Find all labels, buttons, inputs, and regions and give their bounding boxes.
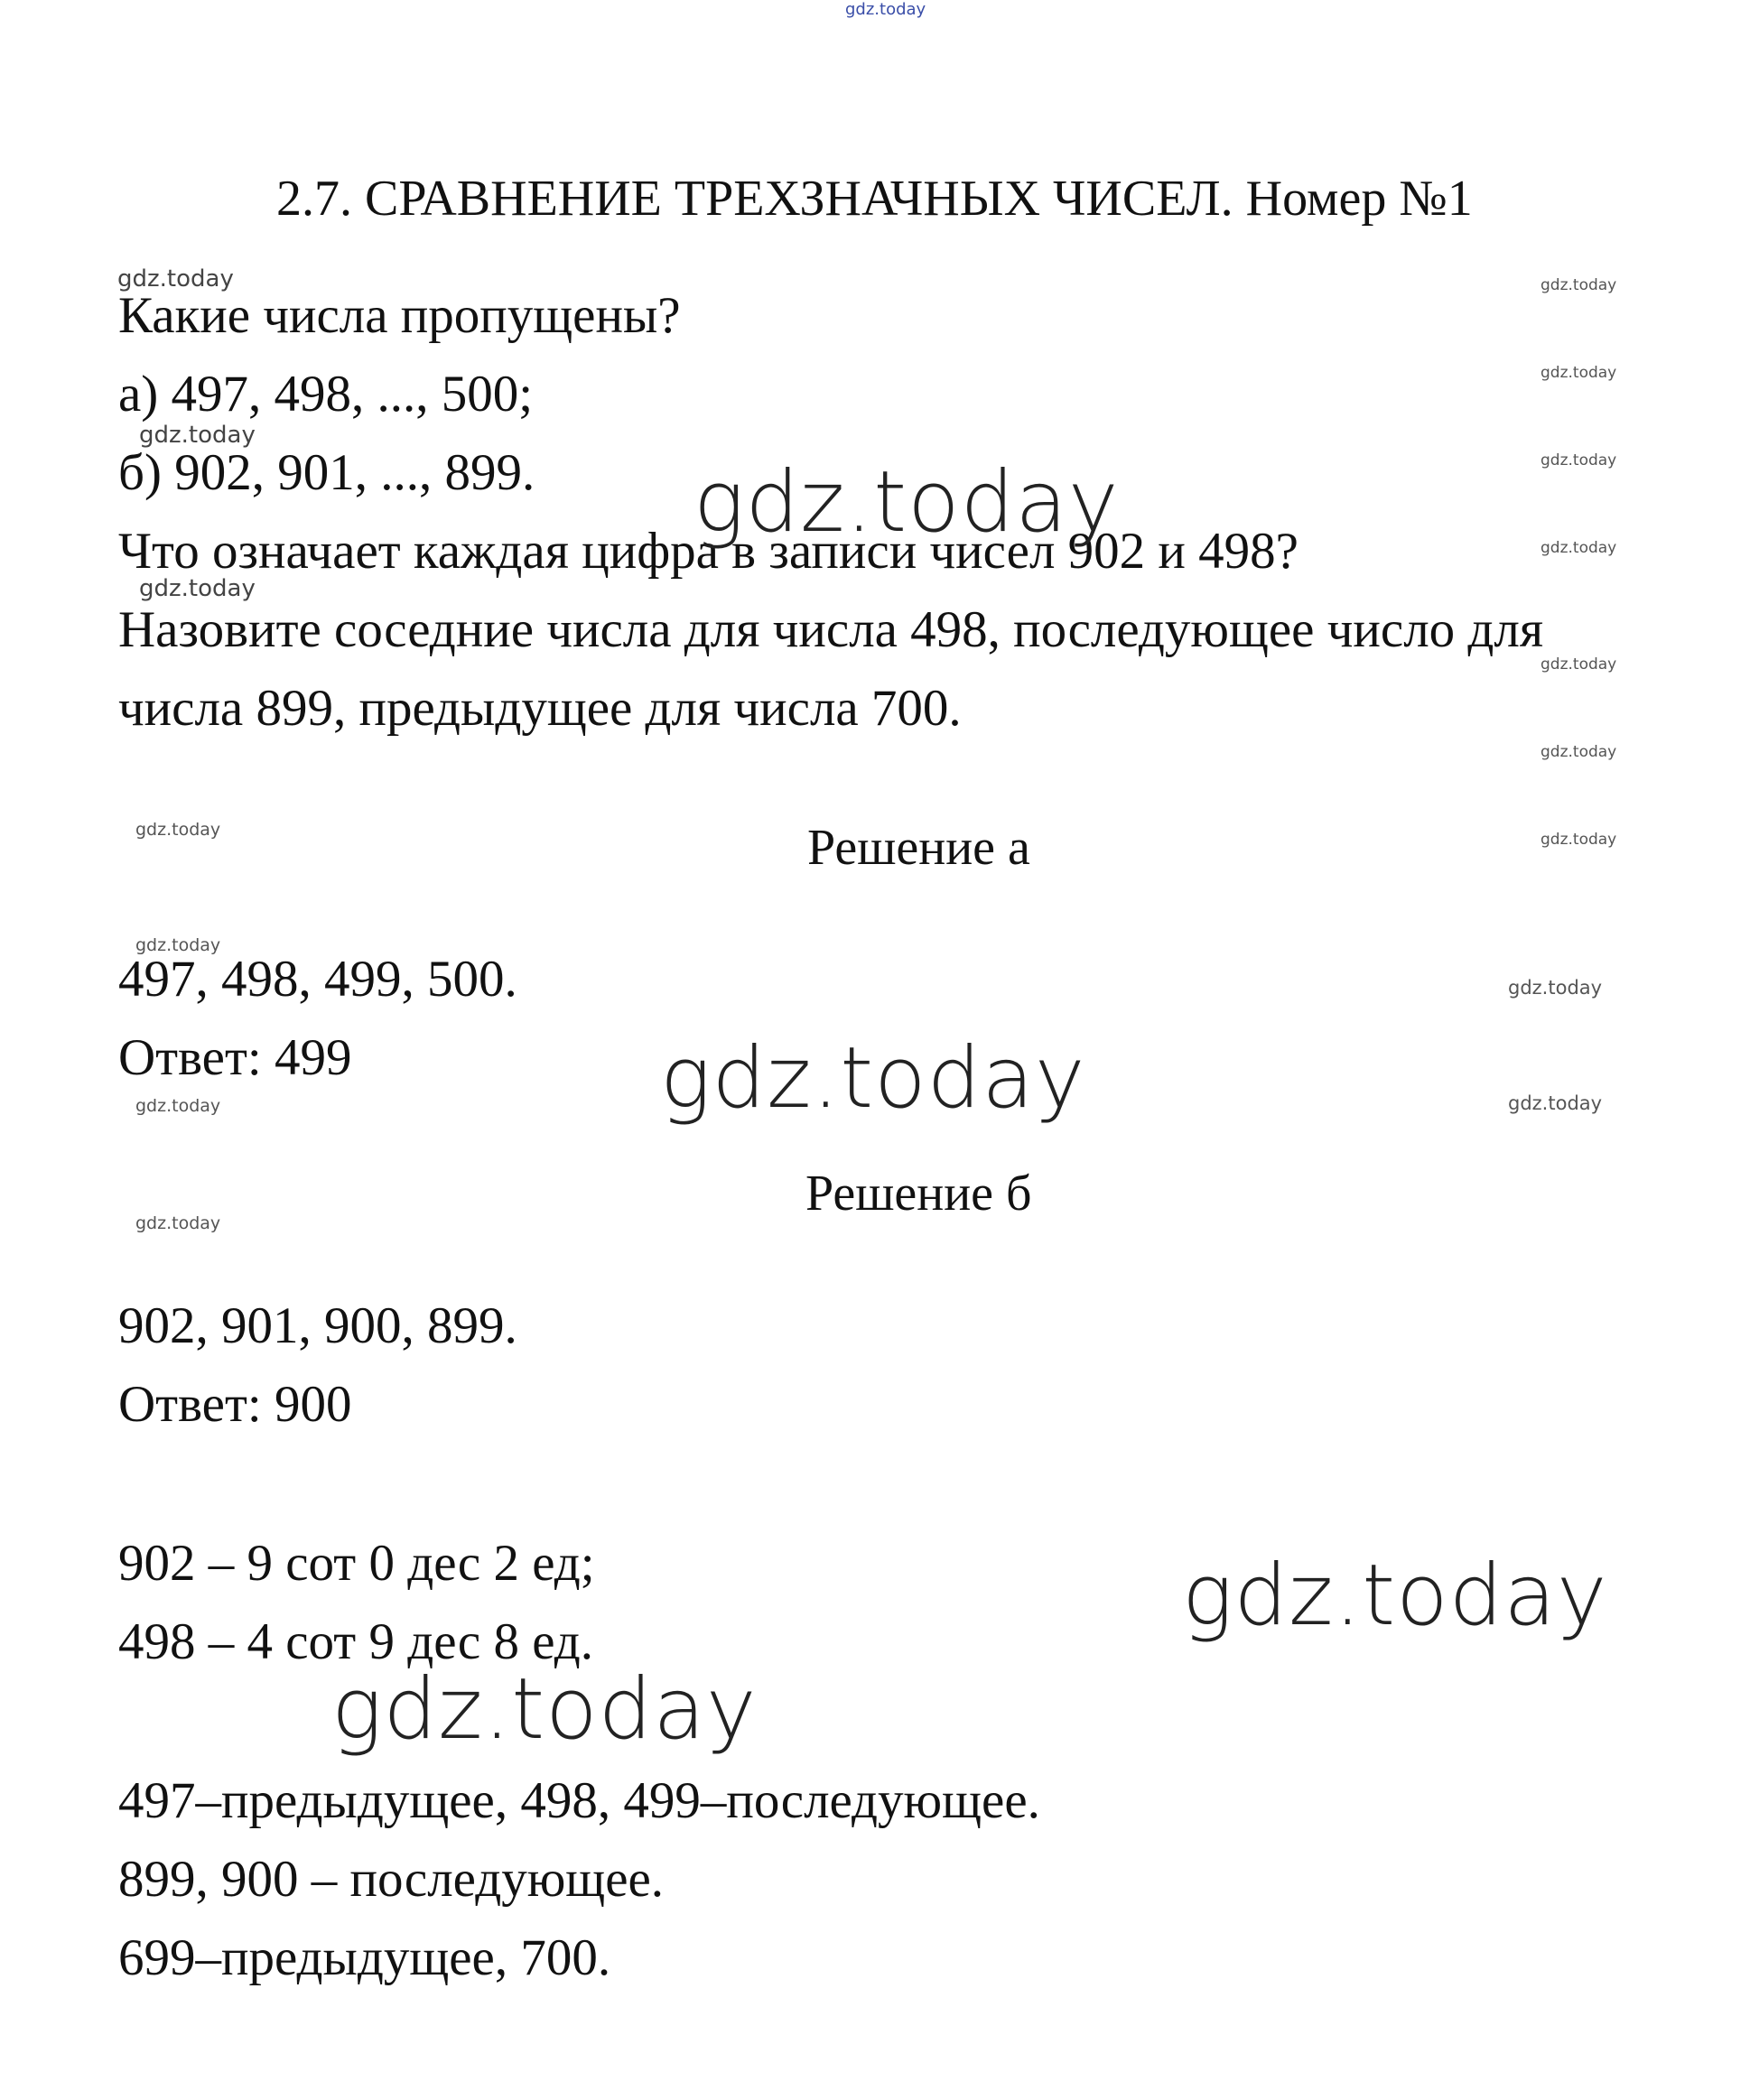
solution-b-answer: Ответ: 900 [118, 1376, 352, 1433]
watermark-right-7: gdz.today [1541, 831, 1617, 849]
watermark-left-5: gdz.today [135, 935, 221, 955]
task-neighbors-line1: Назовите соседние числа для числа 498, последующее число для [118, 601, 1544, 658]
watermark-right-4: gdz.today [1541, 539, 1617, 557]
task-digits-question: Что означает каждая цифра в записи чисел 902 и 498? [118, 523, 1299, 580]
watermark-right-3: gdz.today [1541, 451, 1617, 469]
watermark-right-1: gdz.today [1541, 276, 1617, 294]
neighbors-line-700: 699–предыдущее, 700. [118, 1929, 611, 1986]
watermark-left-7: gdz.today [135, 1213, 221, 1233]
watermark-big-2: gdz.today [660, 1029, 1086, 1128]
solution-a-heading: Решение а [807, 820, 1030, 876]
task-part-b: б) 902, 901, ..., 899. [118, 444, 535, 501]
page-title: 2.7. СРАВНЕНИЕ ТРЕХЗНАЧНЫХ ЧИСЕЛ. Номер №1 [276, 171, 1473, 227]
digits-line-498: 498 – 4 сот 9 дес 8 ед. [118, 1613, 594, 1670]
watermark-right-6: gdz.today [1541, 743, 1617, 761]
task-neighbors-line2: числа 899, предыдущее для числа 700. [118, 680, 962, 737]
watermark-left-6: gdz.today [135, 1096, 221, 1116]
task-question: Какие числа пропущены? [118, 287, 681, 344]
watermark-big-4: gdz.today [331, 1660, 758, 1759]
watermark-left-3: gdz.today [139, 575, 256, 602]
watermark-left-4: gdz.today [135, 820, 221, 840]
watermark-left-1: gdz.today [117, 265, 234, 293]
watermark-right-2: gdz.today [1541, 364, 1617, 382]
solution-a-sequence: 497, 498, 499, 500. [118, 951, 517, 1008]
watermark-right-8: gdz.today [1508, 977, 1603, 999]
watermark-big-3: gdz.today [1182, 1547, 1608, 1645]
watermark-big-1: gdz.today [693, 453, 1120, 552]
top-watermark: gdz.today [845, 0, 926, 19]
solution-b-sequence: 902, 901, 900, 899. [118, 1297, 517, 1354]
neighbors-line-899: 899, 900 – последующее. [118, 1851, 665, 1908]
digits-line-902: 902 – 9 сот 0 дес 2 ед; [118, 1535, 595, 1592]
watermark-left-2: gdz.today [139, 422, 256, 449]
solution-b-heading: Решение б [805, 1166, 1032, 1222]
watermark-right-9: gdz.today [1508, 1092, 1603, 1114]
neighbors-line-498: 497–предыдущее, 498, 499–последующее. [118, 1772, 1040, 1829]
watermark-right-5: gdz.today [1541, 655, 1617, 674]
task-part-a: а) 497, 498, ..., 500; [118, 366, 534, 423]
solution-a-answer: Ответ: 499 [118, 1029, 352, 1086]
